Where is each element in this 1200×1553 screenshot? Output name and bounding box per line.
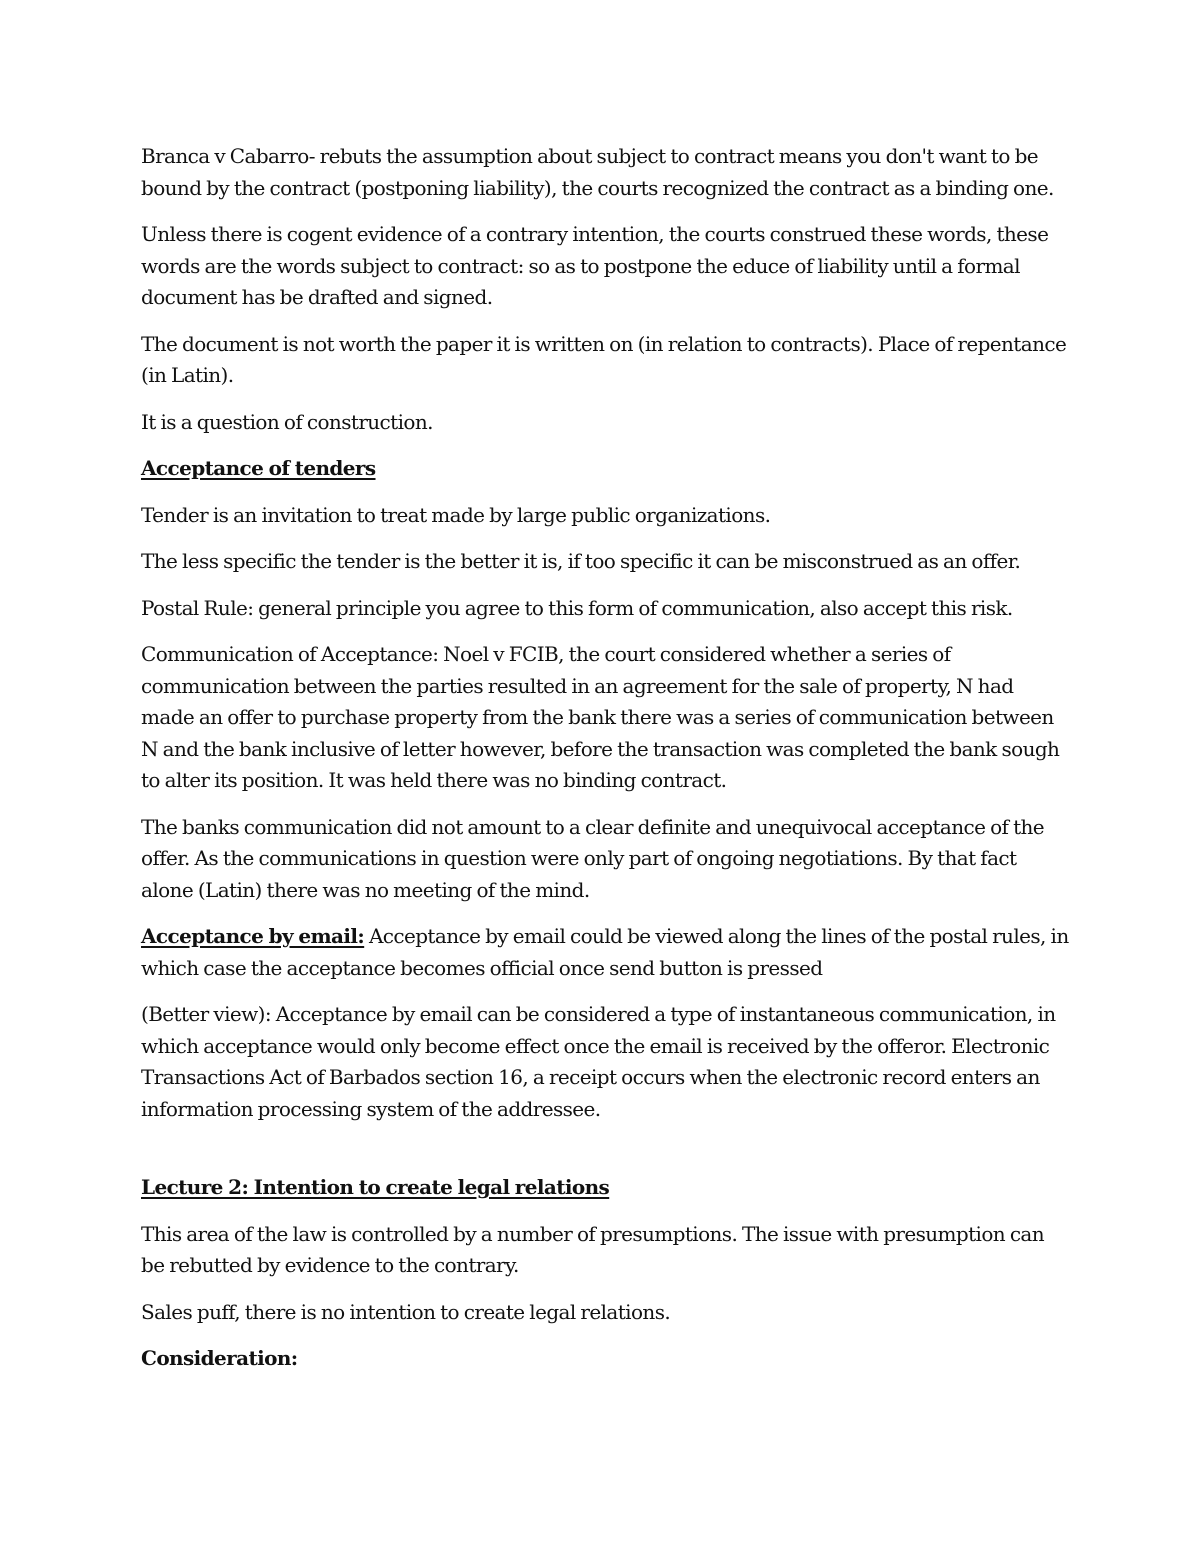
heading-acceptance-by-email: Acceptance by email: bbox=[141, 924, 365, 948]
blank-line bbox=[141, 1140, 1071, 1172]
document-page bbox=[141, 141, 1071, 1390]
paragraph-postal-rule: Postal Rule: general principle you agree to this form of communication, also accept this risk. bbox=[141, 595, 1013, 620]
heading-acceptance-of-tenders: Acceptance of tenders bbox=[141, 456, 376, 480]
paragraph-communication-of-acceptance: Communication of Acceptance: Noel v FCIB, the court considered whether a series of communication between the parties resulted in an agreement for the sale of property, N had made an offer to purchase property from the bank there was a series of communication between N and the bank inclusive of letter however, before the transaction was completed the bank sough to alter its position. It was held there was no binding contract. bbox=[141, 642, 1060, 792]
paragraph-branca-v-cabarro: Branca v Cabarro- rebuts the assumption about subject to contract means you don't want to be bound by the contract (postponing liability), the courts recognized the contract as a binding one. bbox=[141, 144, 1054, 200]
paragraph-presumptions: This area of the law is controlled by a number of presumptions. The issue with presumption can be rebutted by evidence to the contrary. bbox=[141, 1221, 1045, 1277]
acceptance-by-email-text: Acceptance by email could be viewed along the lines of the postal rules, in which case the acceptance becomes official once send button is pressed bbox=[141, 924, 1069, 980]
paragraph-sales-puff: Sales puff, there is no intention to create legal relations. bbox=[141, 1299, 671, 1324]
paragraph-acceptance-by-email bbox=[141, 921, 1071, 984]
heading-lecture-2: Lecture 2: Intention to create legal relations bbox=[141, 1175, 610, 1199]
paragraph-cogent-evidence: Unless there is cogent evidence of a contrary intention, the courts construed these words, these words are the words subject to contract: so as to postpone the educe of liability until a formal document has be drafted and signed. bbox=[141, 222, 1049, 309]
paragraph-tender-definition: Tender is an invitation to treat made by large public organizations. bbox=[141, 502, 771, 527]
paragraph-question-of-construction: It is a question of construction. bbox=[141, 409, 433, 434]
paragraph-better-view: (Better view): Acceptance by email can be considered a type of instantaneous communication, in which acceptance would only become effect once the email is received by the offeror. Electronic Transactions Act of Barbados section 16, a receipt occurs when the electronic record enters an information processing system of the addressee. bbox=[141, 1002, 1056, 1121]
heading-consideration: Consideration: bbox=[141, 1346, 298, 1370]
paragraph-document-worth: The document is not worth the paper it is written on (in relation to contracts). Place of repentance (in Latin). bbox=[141, 331, 1067, 387]
paragraph-tender-specificity: The less specific the tender is the better it is, if too specific it can be misconstrued as an offer. bbox=[141, 549, 1021, 573]
paragraph-banks-communication: The banks communication did not amount to a clear definite and unequivocal acceptance of the offer. As the communications in question were only part of ongoing negotiations. By that fact alone (Latin) there was no meeting of the mind. bbox=[141, 814, 1045, 902]
